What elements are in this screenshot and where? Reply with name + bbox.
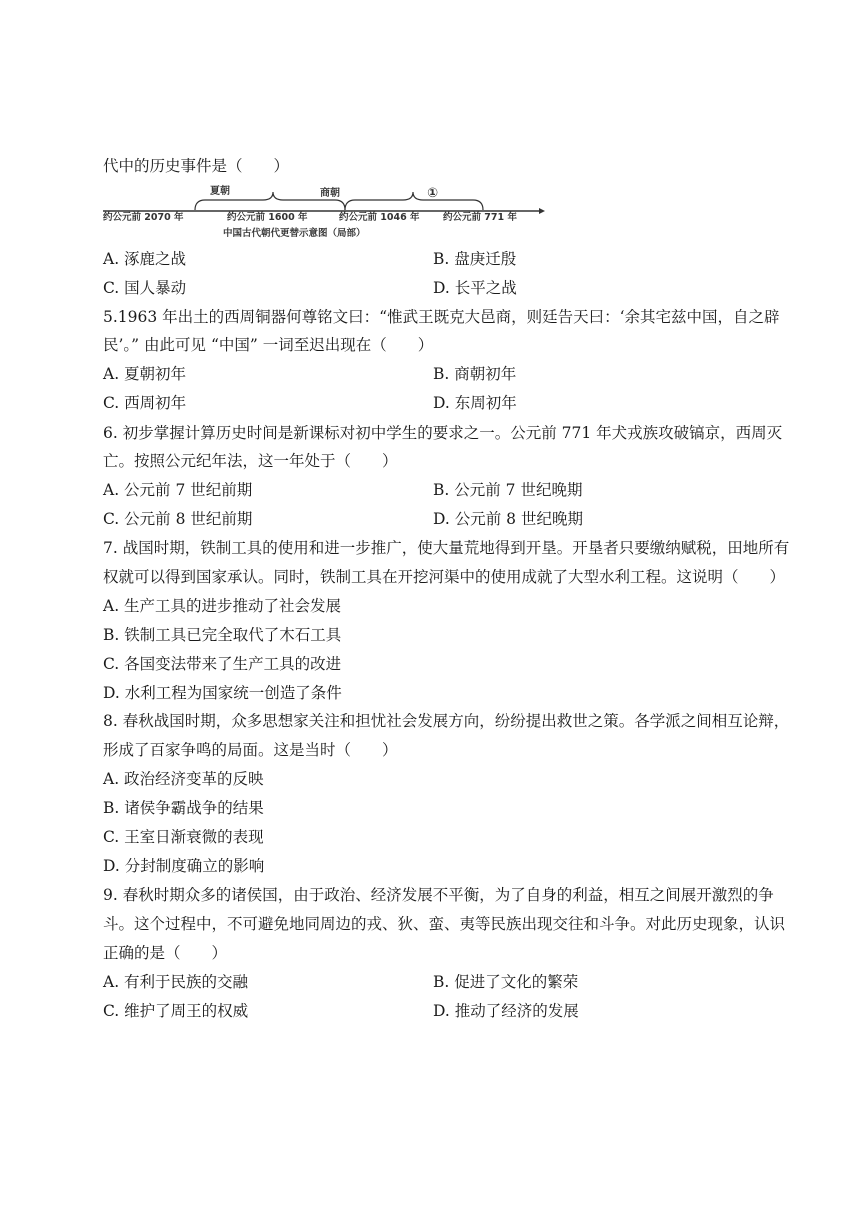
q9-stem-line2: 斗。这个过程中，不可避免地同周边的戎、狄、蛮、夷等民族出现交往和斗争。对此历史现象，认识 (103, 915, 786, 933)
q6-option-c[interactable]: C. 公元前 8 世纪前期 (103, 510, 253, 528)
q9-option-a[interactable]: A. 有利于民族的交融 (103, 973, 249, 991)
q9-option-b[interactable]: B. 促进了文化的繁荣 (433, 973, 579, 991)
date-label-2070: 约公元前 2070 年 (103, 212, 184, 223)
dynasty-timeline-figure (103, 180, 548, 242)
q4-option-b[interactable]: B. 盘庚迁殷 (433, 250, 517, 268)
q9-option-d[interactable]: D. 推动了经济的发展 (433, 1002, 579, 1020)
q4-stem: 代中的历史事件是（ ） (103, 157, 290, 175)
q5-option-a[interactable]: A. 夏朝初年 (103, 365, 187, 383)
q7-stem-line1: 7. 战国时期，铁制工具的使用和进一步推广，使大量荒地得到开垦。开垦者只要缴纳赋税，田地所有 (103, 539, 790, 557)
q5-stem-line2: 民’。” 由此可见 “中国” 一词至迟出现在（ ） (103, 336, 434, 354)
dynasty-label-shang: 商朝 (320, 188, 340, 199)
q5-stem-line1: 5.1963 年出土的西周铜器何尊铭文曰：“惟武王既克大邑商，则廷告天曰：‘余其宅兹中国，自之辟 (103, 308, 780, 326)
q6-option-d[interactable]: D. 公元前 8 世纪晚期 (433, 510, 583, 528)
q8-option-a[interactable]: A. 政治经济变革的反映 (103, 770, 264, 788)
q6-option-b[interactable]: B. 公元前 7 世纪晚期 (433, 481, 583, 499)
q9-stem-line3: 正确的是（ ） (103, 944, 228, 962)
q9-stem-line1: 9. 春秋时期众多的诸侯国，由于政治、经济发展不平衡，为了自身的利益，相互之间展开激烈的争 (103, 886, 774, 904)
q7-option-d[interactable]: D. 水利工程为国家统一创造了条件 (103, 684, 342, 702)
date-label-1046: 约公元前 1046 年 (339, 212, 420, 223)
q7-option-b[interactable]: B. 铁制工具已完全取代了木石工具 (103, 626, 342, 644)
q9-option-c[interactable]: C. 维护了周王的权威 (103, 1002, 249, 1020)
q8-option-b[interactable]: B. 诸侯争霸战争的结果 (103, 799, 264, 817)
q6-stem-line1: 6. 初步掌握计算历史时间是新课标对初中学生的要求之一。公元前 771 年犬戎族攻破镐京，西周灭 (103, 424, 783, 442)
timeline-caption: 中国古代朝代更替示意图（局部） (223, 228, 366, 239)
date-label-1600: 约公元前 1600 年 (227, 212, 308, 223)
q4-option-d[interactable]: D. 长平之战 (433, 279, 517, 297)
q7-stem-line2: 权就可以得到国家承认。同时，铁制工具在开挖河渠中的使用成就了大型水利工程。这说明（ ） (103, 568, 786, 586)
q7-option-a[interactable]: A. 生产工具的进步推动了社会发展 (103, 597, 342, 615)
q5-option-d[interactable]: D. 东周初年 (433, 394, 517, 412)
q5-option-c[interactable]: C. 西周初年 (103, 394, 187, 412)
q8-stem-line2: 形成了百家争鸣的局面。这是当时（ ） (103, 741, 398, 759)
q8-option-d[interactable]: D. 分封制度确立的影响 (103, 857, 265, 875)
dynasty-label-circle-one: ① (427, 186, 439, 201)
q5-option-b[interactable]: B. 商朝初年 (433, 365, 517, 383)
dynasty-label-xia: 夏朝 (210, 186, 230, 197)
q8-option-c[interactable]: C. 王室日渐衰微的表现 (103, 828, 264, 846)
circle-one-brace (345, 192, 483, 210)
date-label-771: 约公元前 771 年 (443, 212, 517, 223)
q4-option-c[interactable]: C. 国人暴动 (103, 279, 187, 297)
q8-stem-line1: 8. 春秋战国时期，众多思想家关注和担忧社会发展方向，纷纷提出救世之策。各学派之间相互论辩， (103, 712, 790, 730)
dynasty-timeline-svg (103, 180, 548, 242)
q6-option-a[interactable]: A. 公元前 7 世纪前期 (103, 481, 253, 499)
q7-option-c[interactable]: C. 各国变法带来了生产工具的改进 (103, 655, 342, 673)
q4-option-a[interactable]: A. 涿鹿之战 (103, 250, 187, 268)
timeline-arrow (539, 208, 545, 214)
q6-stem-line2: 亡。按照公元纪年法，这一年处于（ ） (103, 452, 398, 470)
